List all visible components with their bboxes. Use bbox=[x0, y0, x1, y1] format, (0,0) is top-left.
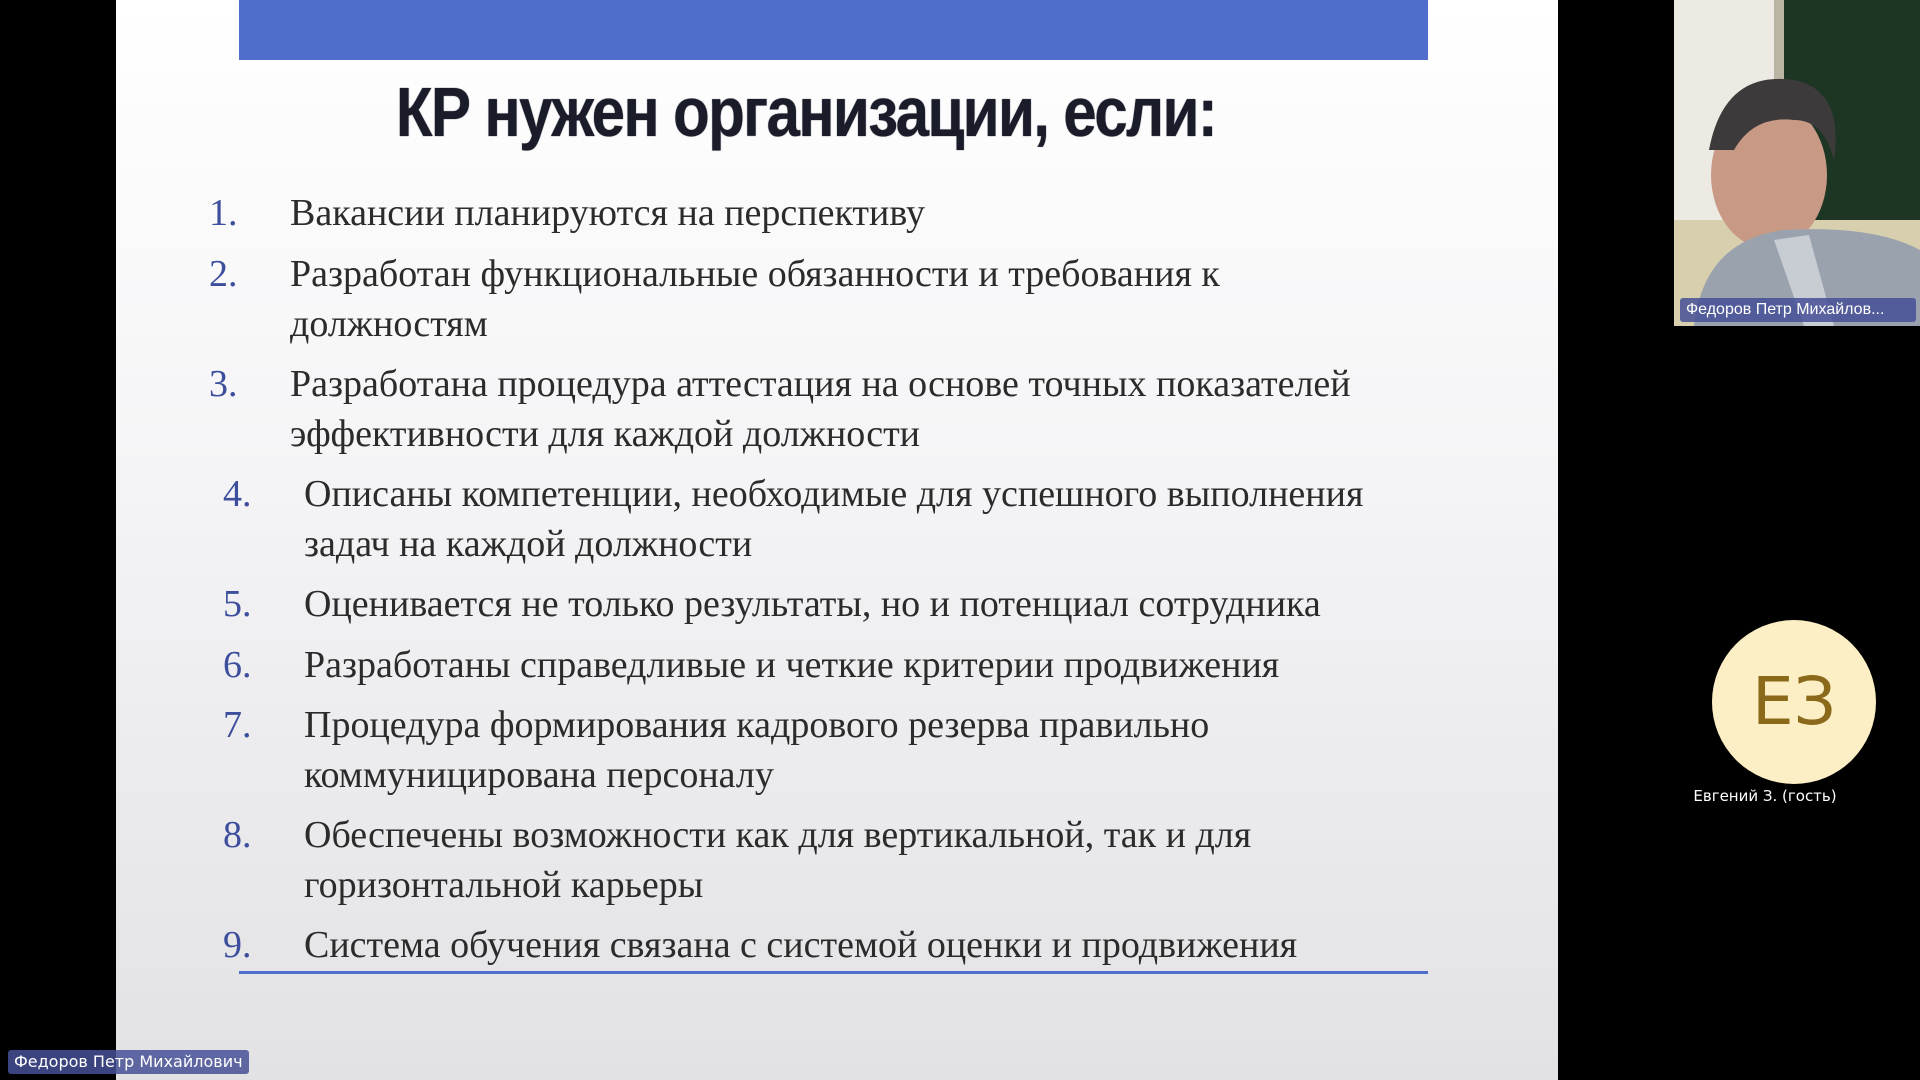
list-item-text: Обеспечены возможности как для вертикальной, так и для горизонтальной карьеры bbox=[304, 814, 1252, 906]
list-item-number: 4. bbox=[223, 473, 252, 515]
list-item-text: Процедура формирования кадрового резерва правильно коммуницирована персоналу bbox=[304, 704, 1210, 796]
guest-name-label: Евгений З. (гость) bbox=[1693, 787, 1837, 805]
list-item-number: 7. bbox=[223, 704, 252, 746]
list-item-number: 3. bbox=[209, 363, 238, 405]
list-item-number: 2. bbox=[209, 253, 238, 295]
slide-list bbox=[116, 0, 1558, 1080]
list-item-number: 6. bbox=[223, 644, 252, 686]
camera-feed bbox=[1674, 0, 1920, 326]
slide-title: КР нужен организации, если: bbox=[395, 73, 1217, 151]
participant-video-tile[interactable] bbox=[1674, 0, 1920, 326]
slide-bottom-line bbox=[239, 971, 1428, 974]
list-item-text: Вакансии планируются на перспективу bbox=[290, 192, 925, 234]
list-item-text: Описаны компетенции, необходимые для успешного выполнения задач на каждой должности bbox=[304, 473, 1364, 565]
list-item-text: Разработана процедура аттестация на основе точных показателей эффективности для каждой должности bbox=[290, 363, 1351, 455]
list-item-number: 9. bbox=[223, 924, 252, 966]
list-item-text: Разработан функциональные обязанности и требования к должностям bbox=[290, 253, 1220, 345]
list-item-text: Оценивается не только результаты, но и потенциал сотрудника bbox=[304, 583, 1321, 625]
list-item-number: 1. bbox=[209, 192, 238, 234]
participant-name-label: Федоров Петр Михайлов... bbox=[1680, 298, 1916, 322]
presentation-slide bbox=[116, 0, 1558, 1080]
list-item-number: 8. bbox=[223, 814, 252, 856]
presenter-name-label: Федоров Петр Михайлович bbox=[8, 1050, 249, 1074]
guest-avatar[interactable]: ЕЗ bbox=[1712, 620, 1876, 784]
list-item-text: Разработаны справедливые и четкие критерии продвижения bbox=[304, 644, 1280, 686]
list-item-number: 5. bbox=[223, 583, 252, 625]
list-item-text: Система обучения связана с системой оценки и продвижения bbox=[304, 924, 1298, 966]
